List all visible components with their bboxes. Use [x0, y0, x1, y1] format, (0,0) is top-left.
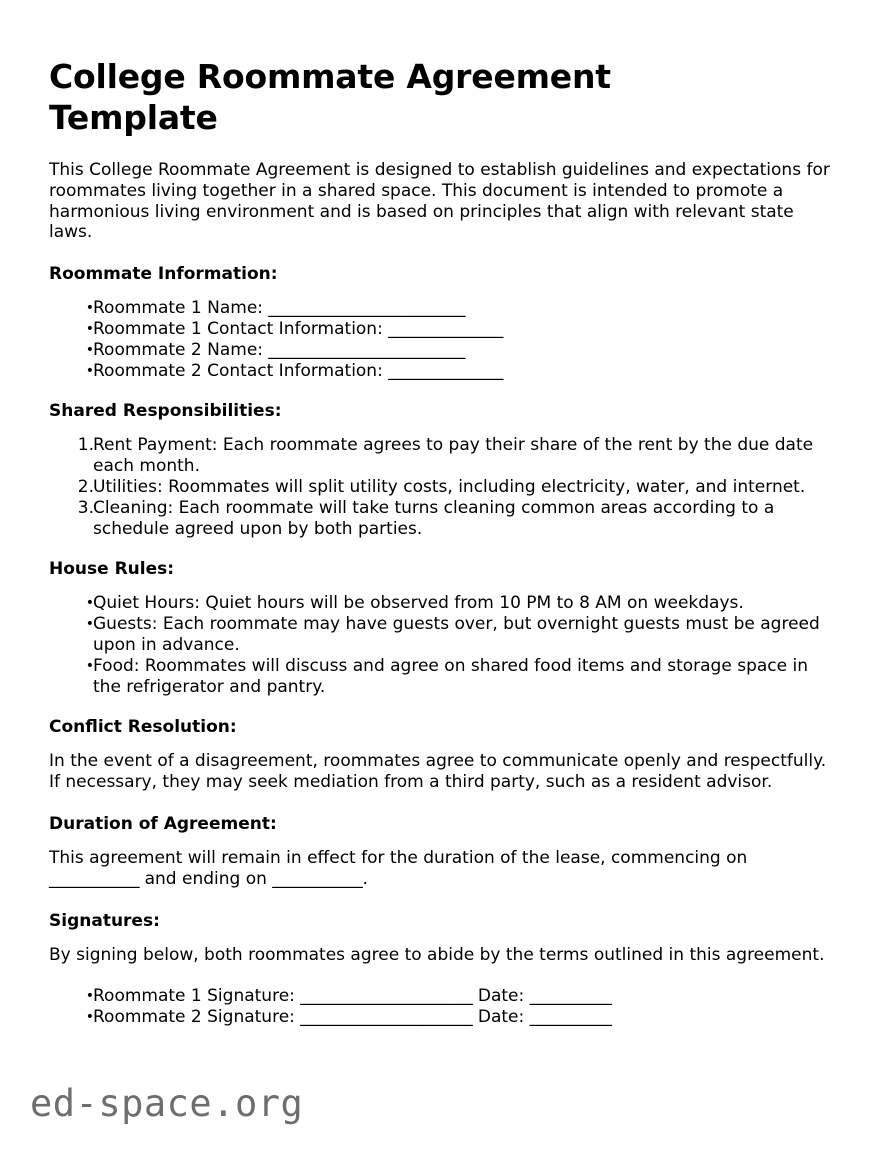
list-item-label: Roommate 1 Name: [93, 298, 269, 319]
duration-text-middle: and ending on [139, 868, 273, 889]
signatures-list [49, 986, 841, 1028]
bullet-icon: • [85, 595, 94, 612]
signature-blank[interactable]: _____________________ [300, 1007, 473, 1028]
page-title: College Roommate Agreement Template [49, 57, 611, 137]
section-heading-shared-responsibilities: Shared Responsibilities: [49, 401, 282, 422]
list-number: 1. [77, 435, 94, 456]
fill-in-blank[interactable]: ______________ [388, 318, 504, 339]
list-item [49, 986, 841, 1007]
list-item [49, 656, 841, 698]
section-heading-roommate-information: Roommate Information: [49, 264, 278, 285]
list-item [49, 319, 841, 340]
shared-responsibilities-list [49, 435, 841, 539]
duration-text-before: This agreement will remain in effect for the duration of the lease, commencing on [49, 847, 748, 868]
fill-in-blank[interactable]: ________________________ [268, 298, 466, 319]
date-blank[interactable]: __________ [529, 1007, 612, 1028]
list-number: 3. [77, 497, 94, 518]
list-item [49, 593, 841, 614]
section-heading-duration-of-agreement: Duration of Agreement: [49, 813, 277, 834]
date-label: Date: [472, 1007, 530, 1028]
fill-in-blank[interactable]: ______________ [388, 360, 504, 381]
list-item [49, 477, 841, 498]
site-watermark: ed-space.org [30, 1082, 304, 1125]
list-item [49, 435, 841, 477]
list-item [49, 498, 841, 540]
list-item-text: Utilities: Roommates will split utility costs, including electricity, water, and internet. [93, 476, 806, 497]
conflict-resolution-paragraph: In the event of a disagreement, roommates agree to communicate openly and respectfully. If necessary, they may seek mediation from a third party, such as a resident advisor. [49, 751, 827, 793]
bullet-icon: • [85, 616, 94, 633]
list-item [49, 298, 841, 319]
list-item [49, 361, 841, 382]
roommate-information-list [49, 298, 841, 381]
bullet-icon: • [85, 988, 94, 1005]
date-blank[interactable]: __________ [529, 986, 612, 1007]
list-item-text: Quiet Hours: Quiet hours will be observed from 10 PM to 8 AM on weekdays. [93, 593, 744, 614]
bullet-icon: • [85, 320, 94, 337]
list-item-label: Roommate 1 Contact Information: [93, 318, 389, 339]
bullet-icon: • [85, 362, 94, 379]
list-item [49, 340, 841, 361]
section-heading-signatures: Signatures: [49, 910, 160, 931]
bullet-icon: • [85, 657, 94, 674]
signature-label: Roommate 1 Signature: [93, 986, 301, 1007]
list-item-label: Roommate 2 Contact Information: [93, 360, 389, 381]
list-item-text: Rent Payment: Each roommate agrees to pay their share of the rent by the due date each month. [93, 435, 814, 477]
bullet-icon: • [85, 300, 94, 317]
bullet-icon: • [85, 1009, 94, 1026]
list-item-text: Guests: Each roommate may have guests over, but overnight guests must be agreed upon in advance. [93, 614, 820, 655]
section-heading-conflict-resolution: Conflict Resolution: [49, 717, 237, 738]
duration-of-agreement-paragraph [49, 848, 841, 890]
signatures-paragraph: By signing below, both roommates agree to abide by the terms outlined in this agreement. [49, 944, 825, 965]
fill-in-blank[interactable]: ________________________ [268, 339, 466, 360]
list-item [49, 1007, 841, 1028]
list-item-label: Roommate 2 Name: [93, 339, 269, 360]
ending-date-blank[interactable]: ___________ [272, 868, 363, 889]
signature-label: Roommate 2 Signature: [93, 1007, 301, 1028]
section-heading-house-rules: House Rules: [49, 559, 175, 580]
date-label: Date: [472, 986, 530, 1007]
list-item-text: Cleaning: Each roommate will take turns cleaning common areas according to a schedule agreed upon by both parties. [93, 497, 775, 539]
house-rules-list [49, 593, 841, 697]
list-item-text: Food: Roommates will discuss and agree on shared food items and storage space in the refrigerator and pantry. [93, 655, 808, 697]
intro-paragraph: This College Roommate Agreement is designed to establish guidelines and expectations for roommates living together in a shared space. This document is intended to promote a harmonious living environment and is based on principles that align with relevant state laws. [49, 160, 830, 243]
list-item [49, 614, 841, 656]
bullet-icon: • [85, 341, 94, 358]
signature-blank[interactable]: _____________________ [300, 986, 473, 1007]
duration-text-after: . [362, 868, 368, 889]
list-number: 2. [77, 476, 94, 497]
commencing-date-blank[interactable]: ___________ [49, 868, 140, 889]
